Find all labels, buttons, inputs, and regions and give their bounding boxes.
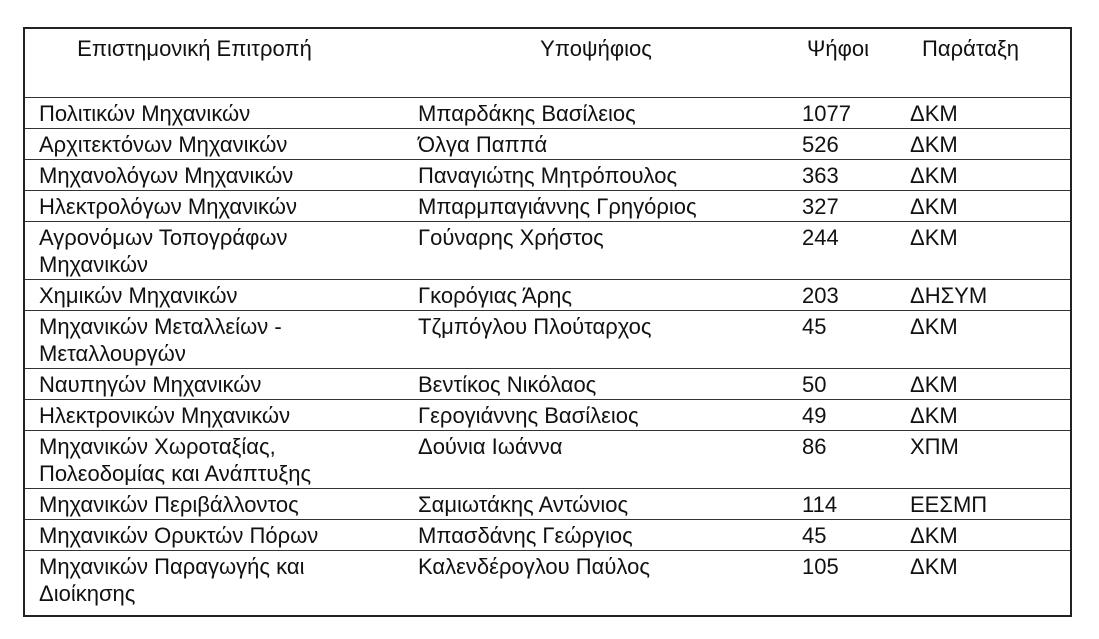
votes-cell: 105 xyxy=(789,551,910,609)
committee-cell: Αγρονόμων Τοπογράφων Μηχανικών xyxy=(25,222,404,280)
faction-cell: ΔΚΜ xyxy=(910,520,1070,551)
committee-cell: Μηχανικών Ορυκτών Πόρων xyxy=(25,520,404,551)
table-header-row xyxy=(25,29,1070,98)
results-table xyxy=(25,29,1070,608)
table-row xyxy=(25,280,1070,311)
votes-cell: 203 xyxy=(789,280,910,311)
votes-cell: 86 xyxy=(789,431,910,489)
candidate-cell: Βεντίκος Νικόλαος xyxy=(404,369,789,400)
votes-cell: 526 xyxy=(789,129,910,160)
table-row xyxy=(25,98,1070,129)
header-candidate: Υποψήφιος xyxy=(540,36,652,61)
faction-cell: ΔΚΜ xyxy=(910,311,1070,369)
committee-cell: Χημικών Μηχανικών xyxy=(25,280,404,311)
candidate-cell: Τζμπόγλου Πλούταρχος xyxy=(404,311,789,369)
faction-cell: ΧΠΜ xyxy=(910,431,1070,489)
votes-cell: 244 xyxy=(789,222,910,280)
candidate-cell: Παναγιώτης Μητρόπουλος xyxy=(404,160,789,191)
committee-cell: Ναυπηγών Μηχανικών xyxy=(25,369,404,400)
candidate-cell: Μπασδάνης Γεώργιος xyxy=(404,520,789,551)
faction-cell: ΔΚΜ xyxy=(910,400,1070,431)
votes-cell: 45 xyxy=(789,520,910,551)
table-row xyxy=(25,489,1070,520)
committee-cell: Ηλεκτρολόγων Μηχανικών xyxy=(25,191,404,222)
candidate-cell: Γερογιάννης Βασίλειος xyxy=(404,400,789,431)
committee-cell: Ηλεκτρονικών Μηχανικών xyxy=(25,400,404,431)
header-votes: Ψήφοι xyxy=(807,36,870,61)
faction-cell: ΔΚΜ xyxy=(910,369,1070,400)
candidate-cell: Γκορόγιας Άρης xyxy=(404,280,789,311)
table-row xyxy=(25,222,1070,280)
faction-cell: ΕΕΣΜΠ xyxy=(910,489,1070,520)
votes-cell: 1077 xyxy=(789,98,910,129)
table-row xyxy=(25,369,1070,400)
results-table-frame xyxy=(23,27,1072,617)
faction-cell: ΔΚΜ xyxy=(910,160,1070,191)
faction-cell: ΔΗΣΥΜ xyxy=(910,280,1070,311)
committee-cell: Μηχανικών Παραγωγής και Διοίκησης xyxy=(25,551,404,609)
votes-cell: 50 xyxy=(789,369,910,400)
committee-cell: Μηχανικών Χωροταξίας, Πολεοδομίας και Ανάπτυξης xyxy=(25,431,404,489)
candidate-cell: Γούναρης Χρήστος xyxy=(404,222,789,280)
committee-cell: Μηχανικών Περιβάλλοντος xyxy=(25,489,404,520)
votes-cell: 363 xyxy=(789,160,910,191)
faction-cell: ΔΚΜ xyxy=(910,98,1070,129)
committee-cell: Μηχανολόγων Μηχανικών xyxy=(25,160,404,191)
committee-cell: Πολιτικών Μηχανικών xyxy=(25,98,404,129)
committee-cell: Μηχανικών Μεταλλείων - Μεταλλουργών xyxy=(25,311,404,369)
table-row xyxy=(25,431,1070,489)
committee-cell: Αρχιτεκτόνων Μηχανικών xyxy=(25,129,404,160)
faction-cell: ΔΚΜ xyxy=(910,222,1070,280)
votes-cell: 114 xyxy=(789,489,910,520)
faction-cell: ΔΚΜ xyxy=(910,551,1070,609)
header-committee: Επιστημονική Επιτροπή xyxy=(77,36,312,61)
table-row xyxy=(25,400,1070,431)
table-row xyxy=(25,191,1070,222)
table-row xyxy=(25,551,1070,609)
candidate-cell: Όλγα Παππά xyxy=(404,129,789,160)
votes-cell: 327 xyxy=(789,191,910,222)
votes-cell: 45 xyxy=(789,311,910,369)
faction-cell: ΔΚΜ xyxy=(910,191,1070,222)
candidate-cell: Μπαρμπαγιάννης Γρηγόριος xyxy=(404,191,789,222)
candidate-cell: Μπαρδάκης Βασίλειος xyxy=(404,98,789,129)
table-row xyxy=(25,129,1070,160)
table-row xyxy=(25,160,1070,191)
votes-cell: 49 xyxy=(789,400,910,431)
table-row xyxy=(25,311,1070,369)
candidate-cell: Καλενδέρογλου Παύλος xyxy=(404,551,789,609)
candidate-cell: Δούνια Ιωάννα xyxy=(404,431,789,489)
faction-cell: ΔΚΜ xyxy=(910,129,1070,160)
candidate-cell: Σαμιωτάκης Αντώνιος xyxy=(404,489,789,520)
header-faction: Παράταξη xyxy=(922,36,1020,61)
table-row xyxy=(25,520,1070,551)
table-body xyxy=(25,98,1070,609)
